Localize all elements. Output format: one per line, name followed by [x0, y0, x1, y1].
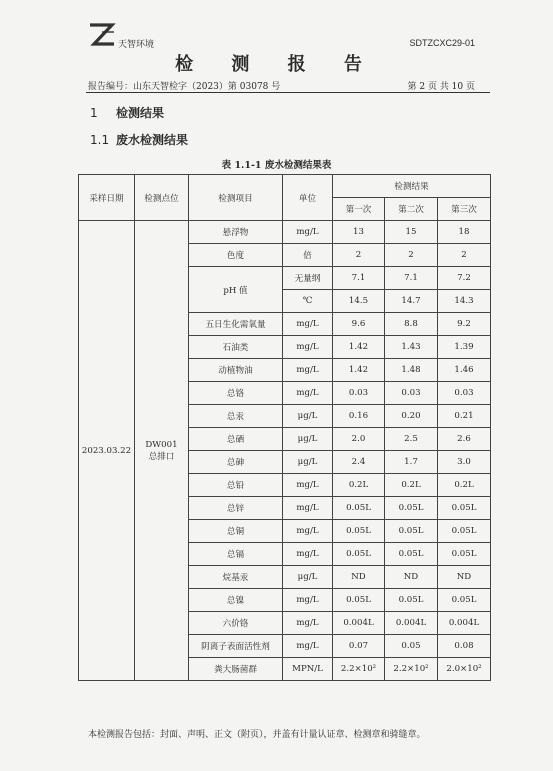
- result-cell-3: 0.08: [438, 635, 491, 658]
- result-cell-3: 0.05L: [438, 543, 491, 566]
- result-cell-2: 7.1: [385, 267, 438, 290]
- unit-cell: mg/L: [283, 520, 333, 543]
- result-cell-1: 14.5: [333, 290, 385, 313]
- result-cell-2: 1.7: [385, 451, 438, 474]
- result-cell-1: 0.07: [333, 635, 385, 658]
- result-cell-2: 0.05L: [385, 589, 438, 612]
- test-item-cell: 六价铬: [189, 612, 283, 635]
- result-cell-1: 0.2L: [333, 474, 385, 497]
- sampling-point-cell: [135, 221, 189, 681]
- result-cell-2: 0.03: [385, 382, 438, 405]
- test-item-cell: 总镍: [189, 589, 283, 612]
- test-item-cell: pH 值: [189, 267, 283, 313]
- result-cell-1: 7.1: [333, 267, 385, 290]
- unit-cell: 倍: [283, 244, 333, 267]
- result-cell-2: 14.7: [385, 290, 438, 313]
- header-round-2: 第二次: [385, 198, 438, 221]
- company-logo: [88, 22, 118, 48]
- results-table: [78, 174, 491, 681]
- test-item-cell: 阴离子表面活性剂: [189, 635, 283, 658]
- test-item-cell: 烷基汞: [189, 566, 283, 589]
- result-cell-2: 15: [385, 221, 438, 244]
- point-name: 总排口: [148, 451, 175, 462]
- result-cell-1: 0.03: [333, 382, 385, 405]
- header-test-item: 检测项目: [189, 175, 283, 221]
- result-cell-1: 13: [333, 221, 385, 244]
- point-code: DW001: [145, 439, 178, 450]
- unit-cell: mg/L: [283, 474, 333, 497]
- unit-cell: MPN/L: [283, 658, 333, 681]
- result-cell-2: 0.05L: [385, 543, 438, 566]
- result-cell-3: 0.2L: [438, 474, 491, 497]
- result-cell-3: 2.0×10²: [438, 658, 491, 681]
- result-cell-3: 9.2: [438, 313, 491, 336]
- result-cell-2: 2: [385, 244, 438, 267]
- test-item-cell: 总铅: [189, 474, 283, 497]
- test-item-cell: 五日生化需氧量: [189, 313, 283, 336]
- result-cell-1: 0.004L: [333, 612, 385, 635]
- section-label: 废水检测结果: [116, 133, 189, 147]
- unit-cell: ℃: [283, 290, 333, 313]
- unit-cell: mg/L: [283, 359, 333, 382]
- result-cell-1: 0.16: [333, 405, 385, 428]
- test-item-cell: 总铜: [189, 520, 283, 543]
- section-label: 检测结果: [116, 106, 165, 120]
- result-cell-3: 2: [438, 244, 491, 267]
- result-cell-1: 0.05L: [333, 543, 385, 566]
- unit-cell: mg/L: [283, 497, 333, 520]
- unit-cell: mg/L: [283, 313, 333, 336]
- unit-cell: mg/L: [283, 635, 333, 658]
- result-cell-2: 1.48: [385, 359, 438, 382]
- test-item-cell: 色度: [189, 244, 283, 267]
- table-caption: 表 1.1-1 废水检测结果表: [221, 160, 332, 171]
- report-number: 报告编号：山东天智检字（2023）第 03078 号: [88, 82, 281, 92]
- result-cell-1: 0.05L: [333, 520, 385, 543]
- test-item-cell: 动植物油: [189, 359, 283, 382]
- result-cell-2: 2.2×10²: [385, 658, 438, 681]
- result-cell-1: ND: [333, 566, 385, 589]
- result-cell-1: 2: [333, 244, 385, 267]
- unit-cell: μg/L: [283, 405, 333, 428]
- section-number: 1: [90, 106, 98, 120]
- result-cell-2: 2.5: [385, 428, 438, 451]
- unit-cell: μg/L: [283, 451, 333, 474]
- page-info: 第 2 页 共 10 页: [407, 82, 475, 92]
- test-item-cell: 总锌: [189, 497, 283, 520]
- unit-cell: mg/L: [283, 382, 333, 405]
- unit-cell: mg/L: [283, 612, 333, 635]
- result-cell-3: 18: [438, 221, 491, 244]
- result-cell-3: 0.05L: [438, 497, 491, 520]
- result-cell-1: 1.42: [333, 336, 385, 359]
- result-cell-1: 9.6: [333, 313, 385, 336]
- result-cell-2: 0.2L: [385, 474, 438, 497]
- result-cell-3: 7.2: [438, 267, 491, 290]
- header-results: 检测结果: [333, 175, 491, 198]
- table-row: [79, 221, 491, 244]
- result-cell-3: 0.004L: [438, 612, 491, 635]
- result-cell-3: 14.3: [438, 290, 491, 313]
- result-cell-2: 0.05: [385, 635, 438, 658]
- result-cell-2: 8.8: [385, 313, 438, 336]
- test-item-cell: 总硒: [189, 428, 283, 451]
- result-cell-3: 0.21: [438, 405, 491, 428]
- result-cell-1: 2.4: [333, 451, 385, 474]
- result-cell-3: 1.46: [438, 359, 491, 382]
- result-cell-2: 0.05L: [385, 497, 438, 520]
- result-cell-2: 0.05L: [385, 520, 438, 543]
- result-cell-3: ND: [438, 566, 491, 589]
- footer-note: 本检测报告包括：封面、声明、正文（附页），并盖有计量认证章、检测章和骑缝章。: [88, 730, 426, 740]
- unit-cell: μg/L: [283, 428, 333, 451]
- section-heading-1-1: [90, 131, 188, 148]
- result-cell-1: 2.2×10²: [333, 658, 385, 681]
- test-item-cell: 总铬: [189, 382, 283, 405]
- result-cell-1: 2.0: [333, 428, 385, 451]
- result-cell-3: 0.03: [438, 382, 491, 405]
- test-item-cell: 粪大肠菌群: [189, 658, 283, 681]
- test-item-cell: 石油类: [189, 336, 283, 359]
- document-code: SDTZCXC29-01: [409, 38, 475, 48]
- header-sampling-date: 采样日期: [79, 175, 135, 221]
- result-cell-1: 1.42: [333, 359, 385, 382]
- unit-cell: mg/L: [283, 336, 333, 359]
- report-title: 检 测 报 告: [175, 54, 378, 75]
- result-cell-2: 0.20: [385, 405, 438, 428]
- unit-cell: mg/L: [283, 589, 333, 612]
- unit-cell: mg/L: [283, 543, 333, 566]
- test-item-cell: 总镉: [189, 543, 283, 566]
- header-sampling-point: 检测点位: [135, 175, 189, 221]
- result-cell-1: 0.05L: [333, 589, 385, 612]
- header-round-1: 第一次: [333, 198, 385, 221]
- test-item-cell: 悬浮物: [189, 221, 283, 244]
- result-cell-3: 2.6: [438, 428, 491, 451]
- result-cell-3: 0.05L: [438, 589, 491, 612]
- unit-cell: 无量纲: [283, 267, 333, 290]
- header-round-3: 第三次: [438, 198, 491, 221]
- unit-cell: mg/L: [283, 221, 333, 244]
- header-unit: 单位: [283, 175, 333, 221]
- result-cell-1: 0.05L: [333, 497, 385, 520]
- test-item-cell: 总砷: [189, 451, 283, 474]
- section-number: 1.1: [90, 133, 110, 147]
- result-cell-2: 0.004L: [385, 612, 438, 635]
- company-name: 天智环境: [118, 40, 155, 50]
- unit-cell: μg/L: [283, 566, 333, 589]
- result-cell-3: 1.39: [438, 336, 491, 359]
- result-cell-2: ND: [385, 566, 438, 589]
- result-cell-2: 1.43: [385, 336, 438, 359]
- result-cell-3: 0.05L: [438, 520, 491, 543]
- section-heading-1: [90, 104, 164, 121]
- sampling-date-cell: 2023.03.22: [79, 221, 135, 681]
- test-item-cell: 总汞: [189, 405, 283, 428]
- result-cell-3: 3.0: [438, 451, 491, 474]
- header-divider: [86, 92, 490, 93]
